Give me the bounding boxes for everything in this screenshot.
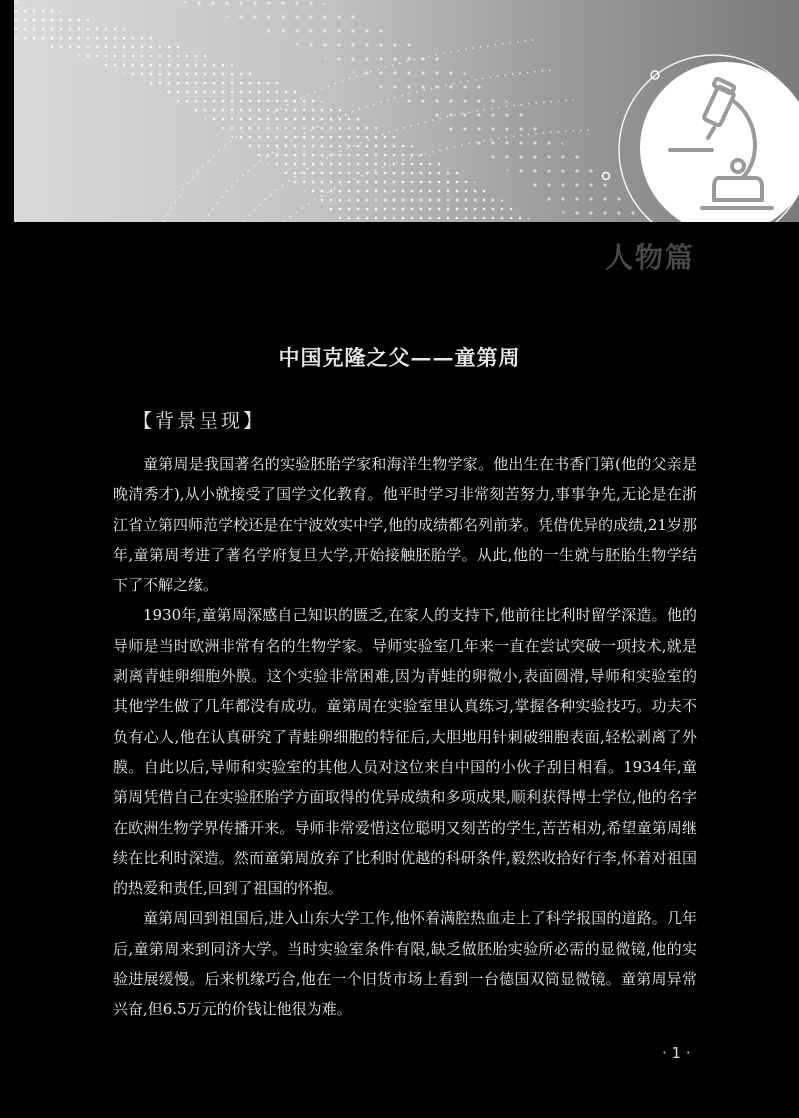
- page-number: · 1 ·: [662, 1044, 691, 1062]
- orbit-node: [603, 173, 610, 180]
- paragraph: 童第周是我国著名的实验胚胎学家和海洋生物学家。他出生在书香门第(他的父亲是晚清秀才),从小就接受了国学文化教育。他平时学习非常刻苦努力,事事争先,无论是在浙江省立第四师范学校还是在宁波效实中学,他的成绩都名列前茅。凭借优异的成绩,21岁那年,童第周考进了著名学府复旦大学,开始接触胚胎学。从此,他的一生就与胚胎生物学结下了不解之缘。: [113, 455, 697, 595]
- paragraph: 1930年,童第周深感自己知识的匮乏,在家人的支持下,他前往比利时留学深造。他的导师是当时欧洲非常有名的生物学家。导师实验室几年来一直在尝试突破一项技术,就是剥离青蛙卵细胞外膜。这个实验非常困难,因为青蛙的卵微小,表面圆滑,导师和实验室的其他学生做了几年都没有成功。童第周在实验室里认真练习,掌握各种实验技巧。功夫不负有心人,他在认真研究了青蛙卵细胞的特征后,大胆地用针刺破细胞表面,轻松剥离了外膜。自此以后,导师和实验室的其他人员对这位来自中国的小伙子刮目相看。1934年,童第周凭借自己在实验胚胎学方面取得的优异成绩和多项成果,顺利获得博士学位,他的名字在欧洲生物学界传播开来。导师非常爱惜这位聪明又刻苦的学生,苦苦相劝,希望童第周继续在比利时深造。然而童第周放弃了比利时优越的科研条件,毅然收拾好行李,怀着对祖国的热爱和责任,回到了祖国的怀抱。: [113, 606, 697, 898]
- section-subheading: 【背景呈现】: [133, 410, 266, 432]
- banner-graphic: [14, 0, 799, 222]
- article-title: 中国克隆之父——童第周: [278, 345, 521, 370]
- article-body: [113, 449, 697, 1025]
- header-banner: [14, 0, 799, 222]
- section-label: 人物篇: [604, 241, 695, 274]
- paragraph: 童第周回到祖国后,进入山东大学工作,他怀着满腔热血走上了科学报国的道路。几年后,童第周来到同济大学。当时实验室条件有限,缺乏做胚胎实验所必需的显微镜,他的实验进展缓慢。后来机缘巧合,他在一个旧货市场上看到一台德国双筒显微镜。童第周异常兴奋,但6.5万元的价钱让他很为难。: [113, 909, 697, 1019]
